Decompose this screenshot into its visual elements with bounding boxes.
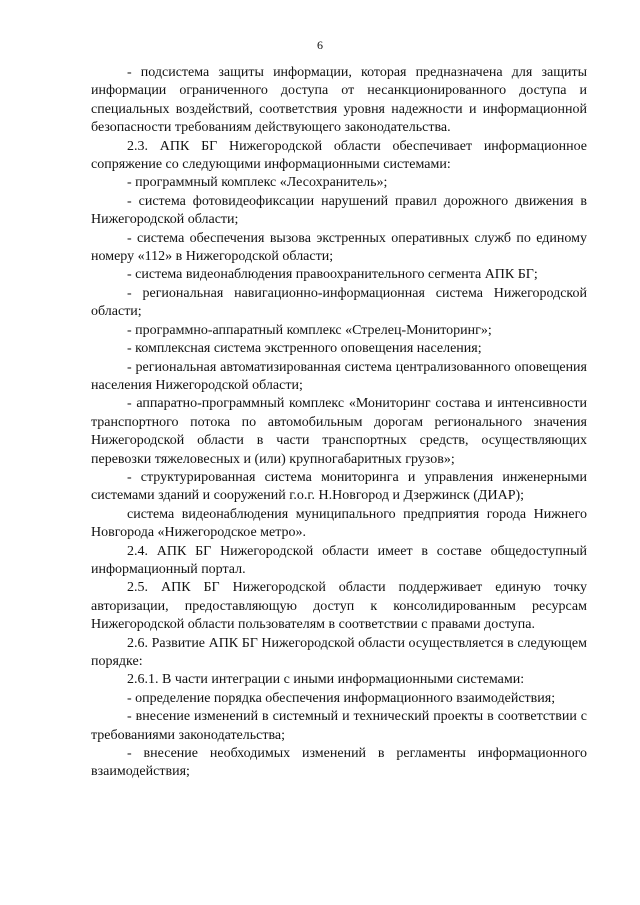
paragraph: - система фотовидеофиксации нарушений правил дорожного движения в Нижегородской области; bbox=[91, 193, 587, 228]
paragraph: - подсистема защиты информации, которая предназначена для защиты информации ограниченного доступа от несанкционированного доступа и специальных воздействий, соответствия уровня надежности и информационной безопасности требованиям действующего законодательства. bbox=[91, 65, 587, 136]
paragraph: - программный комплекс «Лесохранитель»; bbox=[127, 175, 388, 191]
paragraph: - внесение изменений в системный и технический проекты в соответствии с требованиями законодательства; bbox=[91, 709, 587, 743]
paragraph: 2.5. АПК БГ Нижегородской области поддерживает единую точку авторизации, предоставляющую доступ к консолидированным ресурсам Нижегородской области пользователям в соответствии с правами доступа. bbox=[91, 580, 587, 633]
paragraph: система видеонаблюдения муниципального предприятия города Нижнего Новгорода «Нижегородское метро». bbox=[91, 506, 587, 541]
paragraph: - система видеонаблюдения правоохранительного сегмента АПК БГ; bbox=[127, 267, 538, 283]
paragraph: - программно-аппаратный комплекс «Стрелец-Мониторинг»; bbox=[127, 322, 492, 338]
paragraph: - структурированная система мониторинга и управления инженерными системами зданий и сооружений г.о.г. Н.Новгород и Дзержинск (ДИАР); bbox=[91, 469, 587, 504]
paragraph: 2.6.1. В части интеграции с иными информационными системами: bbox=[127, 672, 525, 688]
paragraph: - комплексная система экстренного оповещения населения; bbox=[127, 341, 482, 357]
paragraph: 2.6. Развитие АПК БГ Нижегородской области осуществляется в следующем порядке: bbox=[91, 635, 587, 669]
paragraph: - региональная автоматизированная система централизованного оповещения населения Нижегородской области; bbox=[91, 359, 587, 393]
page-number: 6 bbox=[317, 38, 323, 52]
paragraph: - аппаратно-программный комплекс «Мониторинг состава и интенсивности транспортного потока по автомобильным дорогам регионального значения Нижегородской области в части транспортных средств, осуществляющих перевозки тяжеловесных и (или) крупногабаритных грузов»; bbox=[91, 396, 587, 467]
paragraph: - внесение необходимых изменений в регламенты информационного взаимодействия; bbox=[91, 746, 587, 780]
paragraph: 2.4. АПК БГ Нижегородской области имеет в составе общедоступный информационный портал. bbox=[91, 543, 587, 577]
paragraph: 2.3. АПК БГ Нижегородской области обеспечивает информационное сопряжение со следующими информационными системами: bbox=[91, 138, 587, 173]
document-body bbox=[91, 64, 587, 782]
paragraph: - региональная навигационно-информационная система Нижегородской области; bbox=[91, 285, 587, 320]
paragraph: - определение порядка обеспечения информационного взаимодействия; bbox=[127, 690, 556, 706]
paragraph: - система обеспечения вызова экстренных оперативных служб по единому номеру «112» в Нижегородской области; bbox=[91, 230, 587, 265]
